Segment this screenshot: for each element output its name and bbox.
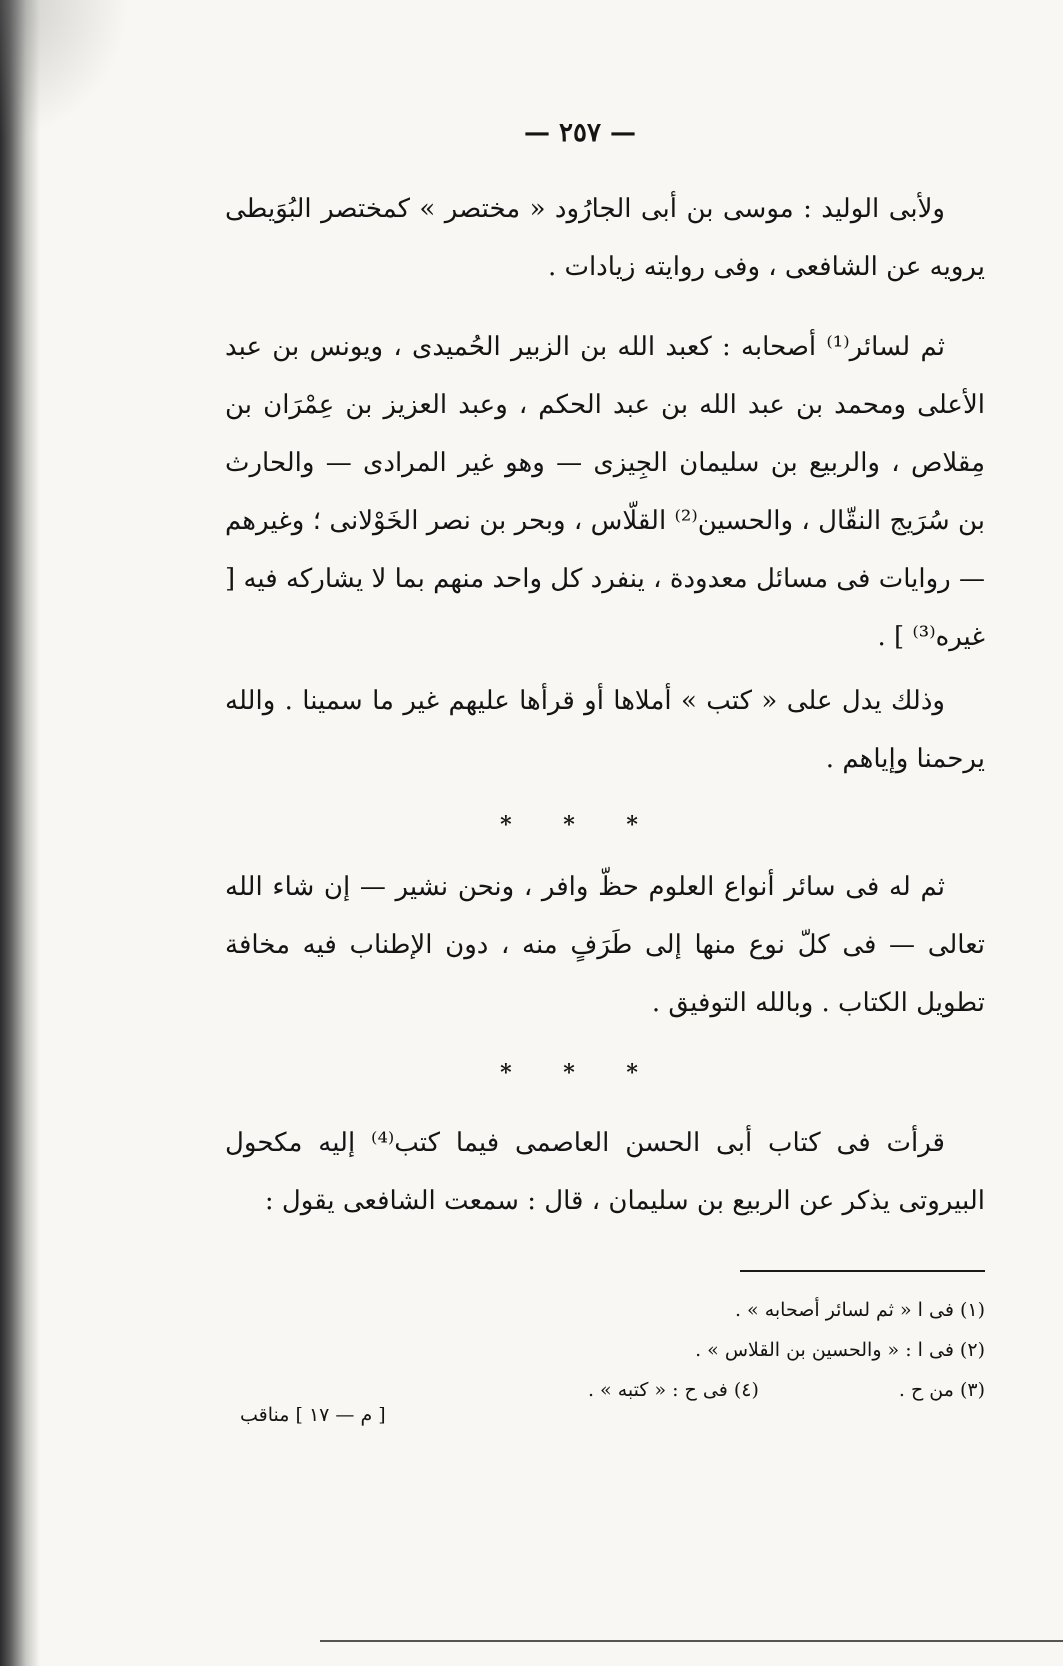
section-separator: * * * — [500, 812, 660, 838]
paragraph-text: قرأت فى كتاب أبى الحسن العاصمى فيما كتب⁽⁴⁾ إليه مكحول البيروتى يذكر عن الربيع بن سليمان ، قال : سمعت الشافعى يقول : — [225, 1128, 985, 1216]
scan-shadow-corner — [0, 0, 130, 140]
footnote-1: (١) فى ا « ثم لسائر أصحابه » . — [734, 1299, 985, 1321]
footnotes — [225, 1290, 985, 1410]
paragraph-text: ولأبى الوليد : موسى بن أبى الجارُود « مختصر » كمختصر البُوَيطى يرويه عن الشافعى ، وفى روايته زيادات . — [225, 194, 985, 282]
paragraph-4 — [225, 858, 985, 1032]
paragraph-text: ثم له فى سائر أنواع العلوم حظّ وافر ، ونحن نشير — إن شاء الله تعالى — فى كلّ نوع منها إلى طَرَفٍ منه ، دون الإطناب فيه مخافة تطويل الكتاب . وبالله التوفيق . — [225, 872, 985, 1018]
paragraph-5 — [225, 1114, 985, 1230]
section-separator: * * * — [500, 1060, 660, 1086]
scan-bottom-edge — [320, 1640, 1063, 1642]
scan-shadow-edge — [0, 0, 40, 1666]
footnote-2: (٢) فى ا : « والحسين بن القلاس » . — [695, 1339, 985, 1361]
signature-mark: [ م — ١٧ ] مناقب — [240, 1404, 386, 1426]
paragraph-text: وذلك يدل على « كتب » أملاها أو قرأها عليهم غير ما سمينا . والله يرحمنا وإياهم . — [225, 686, 985, 774]
footnote-3: (٣) من ح . — [898, 1379, 985, 1401]
paragraph-1 — [225, 180, 985, 296]
paragraph-2 — [225, 318, 985, 666]
page-number: — ٢٥٧ — — [523, 118, 637, 148]
paragraph-3 — [225, 672, 985, 788]
footnote-4: (٤) فى ح : « كتبه » . — [587, 1379, 759, 1401]
paragraph-text: ثم لسائر⁽¹⁾ أصحابه : كعبد الله بن الزبير الحُميدى ، ويونس بن عبد الأعلى ومحمد بن عبد الله بن عبد الحكم ، وعبد العزيز بن عِمْرَان بن مِقلاص ، والربيع بن سليمان الجِيزى — وهو غير المرادى — والحارث بن سُرَيج النقّال ، والحسين⁽²⁾ القلّاس ، وبحر بن نصر الخَوْلانى ؛ وغيرهم — روايات فى مسائل معدودة ، ينفرد كل واحد منهم بما لا يشاركه فيه [ غيره⁽³⁾ ] . — [225, 332, 985, 652]
footnote-divider — [740, 1270, 985, 1272]
